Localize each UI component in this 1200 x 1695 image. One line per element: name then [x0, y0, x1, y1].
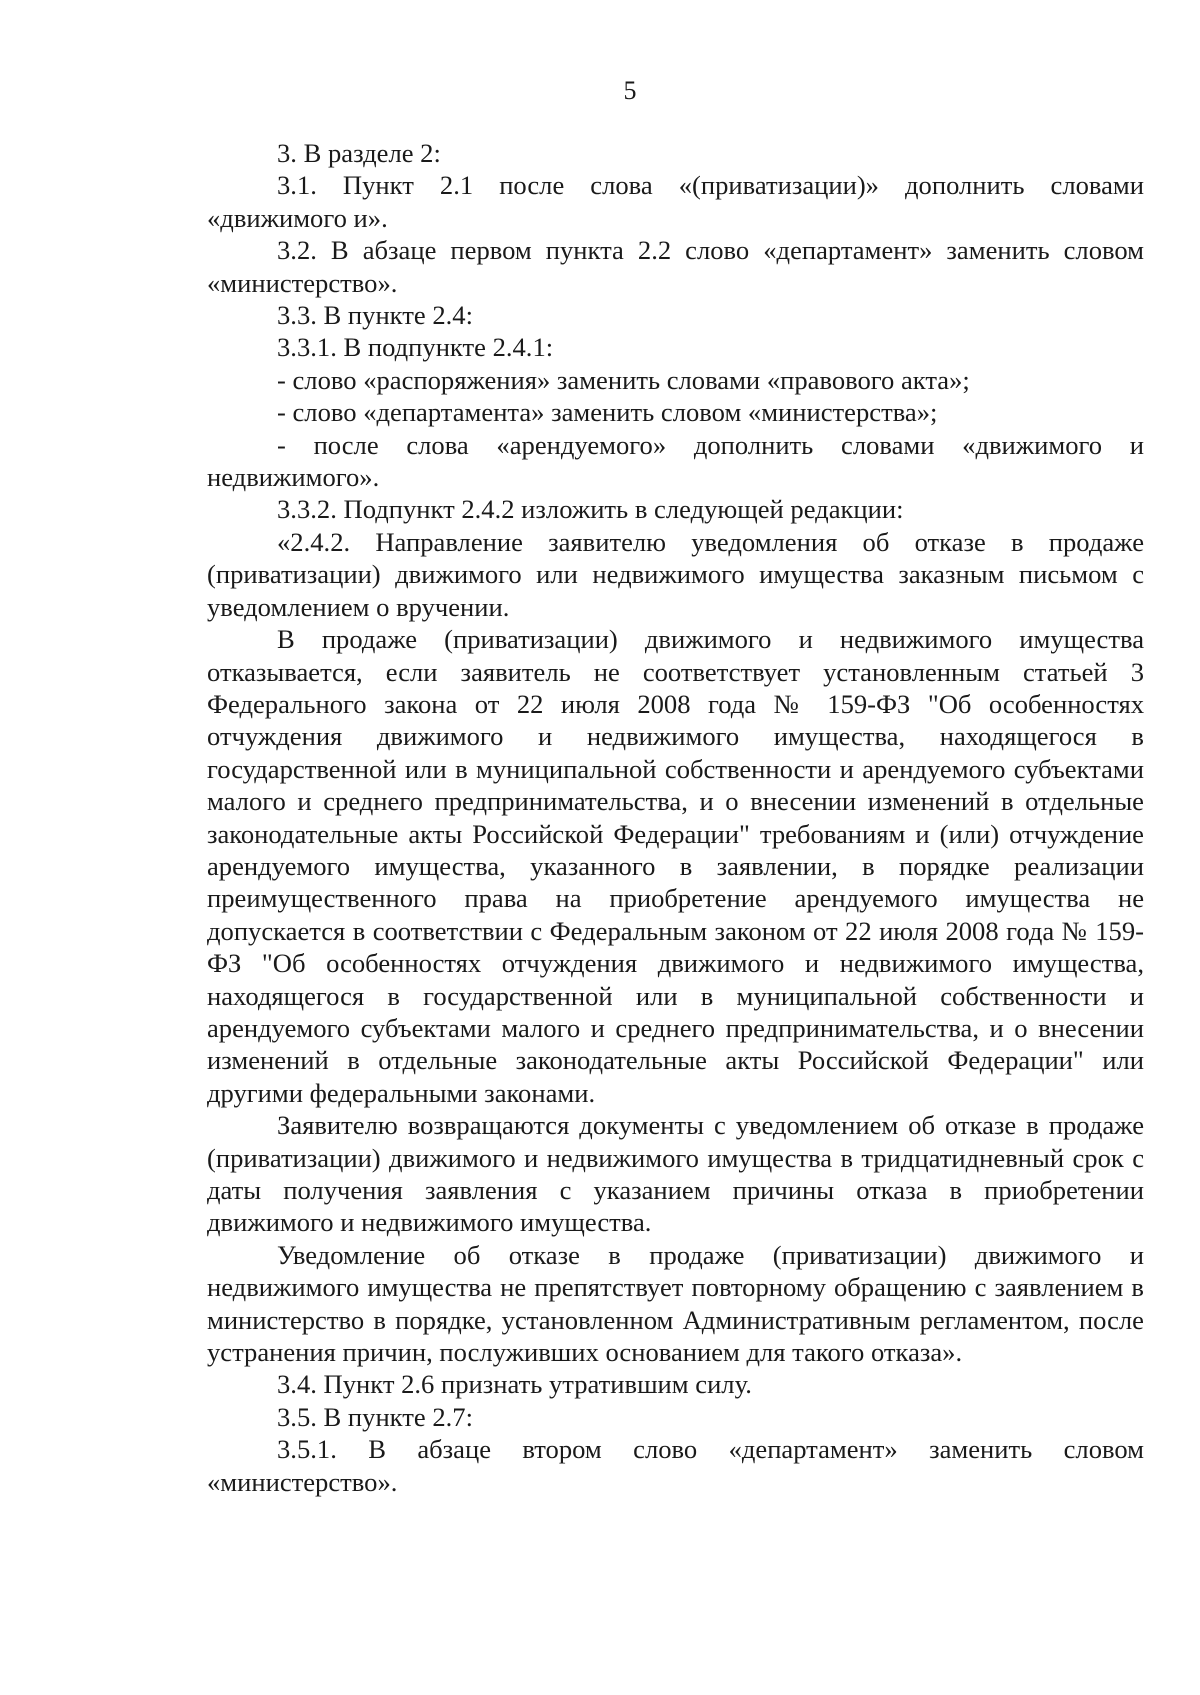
paragraph-3-3-1: 3.3.1. В подпункте 2.4.1: — [277, 332, 554, 363]
list-item-arenduemogo: - после слова «арендуемого» дополнить словами «движимого и недвижимого». — [207, 429, 1144, 493]
list-item-departamenta: - слово «департамента» заменить словом «министерства»; — [277, 397, 938, 428]
paragraph-3-5: 3.5. В пункте 2.7: — [277, 1401, 473, 1432]
paragraph-3-1: 3.1. Пункт 2.1 после слова «(приватизации)» дополнить словами «движимого и». — [207, 170, 1144, 233]
paragraph-3-4: 3.4. Пункт 2.6 признать утратившим силу. — [277, 1369, 752, 1400]
paragraph-3-3: 3.3. В пункте 2.4: — [277, 300, 473, 331]
paragraph-documents-returned: Заявителю возвращаются документы с уведомлением об отказе в продаже (приватизации) движимого и недвижимого имущества в тридцатидневный срок с даты получения заявления с указанием причины отказа в приобретении движимого и недвижимого имущества. — [207, 1110, 1144, 1238]
paragraph-3-5-1: 3.5.1. В абзаце втором слово «департамент» заменить словом «министерство». — [207, 1434, 1144, 1497]
paragraph-notice-no-obstacle: Уведомление об отказе в продаже (приватизации) движимого и недвижимого имущества не препятствует повторному обращению с заявлением в министерство в порядке, установленном Административным регламентом, после устранения причин, послуживших основанием для такого отказа». — [207, 1239, 1144, 1368]
paragraph-section-3: 3. В разделе 2: — [277, 138, 441, 168]
paragraph-3-2: 3.2. В абзаце первом пункта 2.2 слово «департамент» заменить словом «министерство». — [207, 235, 1144, 298]
document-body — [207, 137, 1144, 1498]
paragraph-3-3-2: 3.3.2. Подпункт 2.4.2 изложить в следующей редакции: — [277, 494, 904, 525]
list-item-rasporyazheniya: - слово «распоряжения» заменить словами «правового акта»; — [277, 364, 970, 395]
paragraph-2-4-2: «2.4.2. Направление заявителю уведомления об отказе в продаже (приватизации) движимого или недвижимого имущества заказным письмом с уведомлением о вручении. — [207, 526, 1144, 622]
page-number: 5 — [623, 76, 637, 105]
paragraph-refusal-grounds: В продаже (приватизации) движимого и недвижимого имущества отказывается, если заявитель не соответствует установленным статьей 3 Федерального закона от 22 июля 2008 года № 159-ФЗ "Об особенностях отчуждения движимого и недвижимого имущества, находящегося в государственной или в муниципальной собственности и арендуемого субъектами малого и среднего предпринимательства, и о внесении изменений в отдельные законодательные акты Российской Федерации" требованиям и (или) отчуждение арендуемого имущества, указанного в заявлении, в порядке реализации преимущественного права на приобретение арендуемого имущества не допускается в соответствии с Федеральным законом от 22 июля 2008 года № 159-ФЗ "Об особенностях отчуждения движимого и недвижимого имущества, находящегося в государственной или в муниципальной собственности и арендуемого субъектами малого и среднего предпринимательства, и о внесении изменений в отдельные законодательные акты Российской Федерации" или другими федеральными законами. — [207, 624, 1144, 1108]
